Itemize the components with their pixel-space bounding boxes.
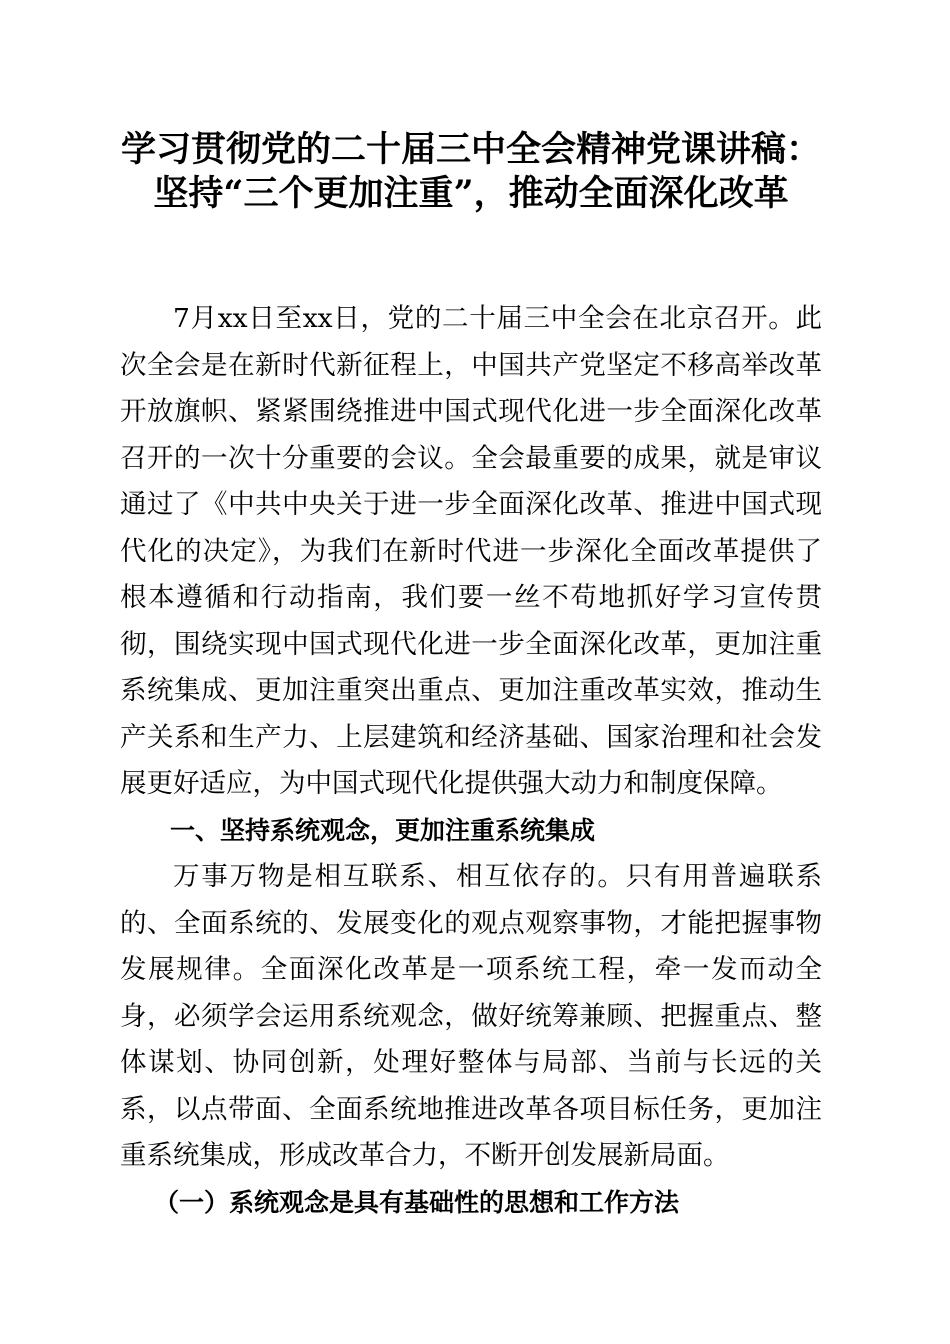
intro-paragraph: 7月xx日至xx日，党的二十届三中全会在北京召开。此次全会是在新时代新征程上，中国共产党坚定不移高举改革开放旗帜、紧紧围绕推进中国式现代化进一步全面深化改革召开的一次十分重要的会议。全会最重要的成果，就是审议通过了《中共中央关于进一步全面深化改革、推进中国式现代化的决定》，为我们在新时代进一步深化全面改革提供了根本遵循和行动指南，我们要一丝不苟地抓好学习宣传贯彻，围绕实现中国式现代化进一步全面深化改革，更加注重系统集成、更加注重突出重点、更加注重改革实效，推动生产关系和生产力、上层建筑和经济基础、国家治理和社会发展更好适应，为中国式现代化提供强大动力和制度保障。 bbox=[120, 303, 822, 799]
document-body bbox=[120, 296, 822, 1226]
document-page bbox=[120, 128, 822, 1226]
section-heading-1: 一、坚持系统观念，更加注重系统集成 bbox=[170, 815, 596, 845]
subsection-heading-1: （一）系统观念是具有基础性的思想和工作方法 bbox=[154, 1187, 680, 1217]
document-title bbox=[120, 128, 822, 216]
title-line-2: 坚持“三个更加注重”，推动全面深化改革 bbox=[153, 173, 789, 214]
section-1-paragraph: 万事万物是相互联系、相互依存的。只有用普遍联系的、全面系统的、发展变化的观点观察事物，才能把握事物发展规律。全面深化改革是一项系统工程，牵一发而动全身，必须学会运用系统观念，做好统筹兼顾、把握重点、整体谋划、协同创新，处理好整体与局部、当前与长远的关系，以点带面、全面系统地推进改革各项目标任务，更加注重系统集成，形成改革合力，不断开创发展新局面。 bbox=[120, 861, 822, 1171]
title-line-1: 学习贯彻党的二十届三中全会精神党课讲稿： bbox=[120, 129, 821, 170]
